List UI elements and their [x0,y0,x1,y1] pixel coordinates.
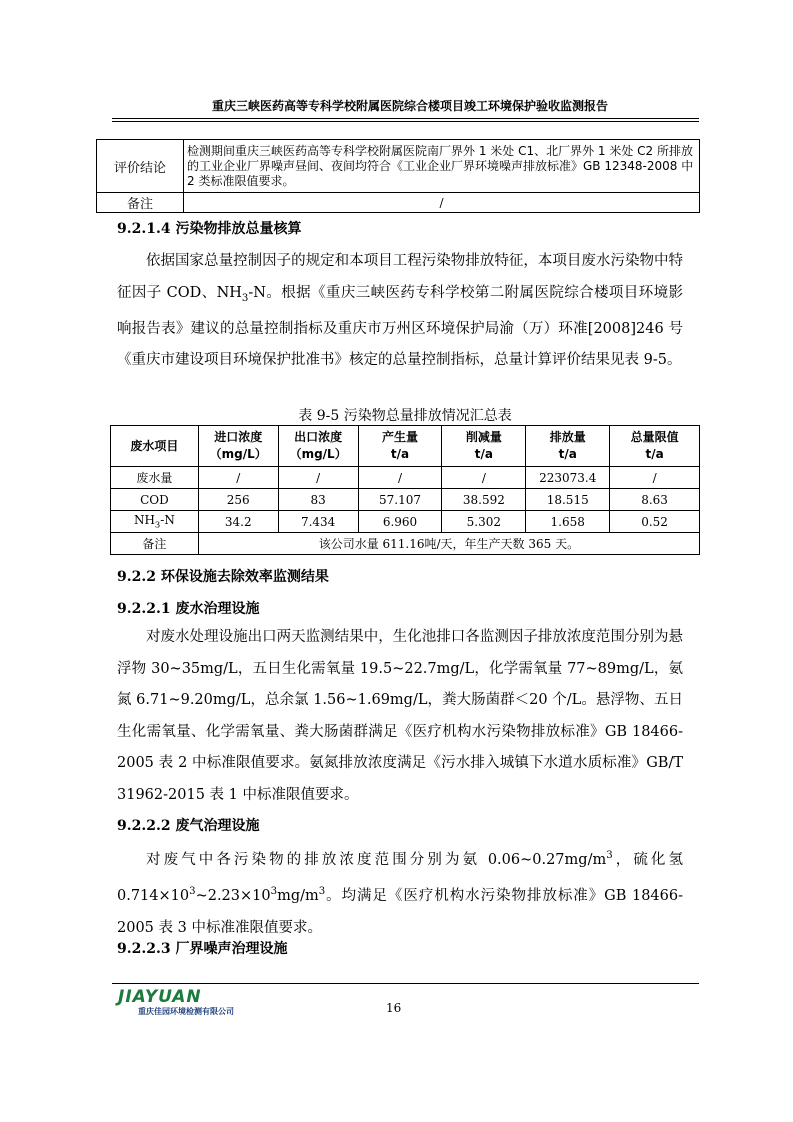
company-name: 重庆佳园环境检测有限公司 [138,1007,234,1016]
table-header-row [111,426,700,467]
header-rule [112,118,699,119]
conclusion-label: 评价结论 [97,140,184,193]
table-cell: / [442,467,526,489]
section-heading-922: 9.2.2 环保设施去除效率监测结果 [117,569,329,585]
table-cell: 废水量 [111,467,199,489]
paragraph-9221: 对废水处理设施出口两天监测结果中，生化池排口各监测因子排放浓度范围分别为悬浮物 30~35mg/L，五日生化需氧量 19.5~22.7mg/L，化学需氧量 77~89mg/L，氨氮 6.71~9.20mg/L，总余氯 1.56~1.69mg/L，粪大肠菌群＜20 个/L。悬浮物、五日生化需氧量、化学需氧量、粪大肠菌群满足《医疗机构水污染物排放标准》GB 18466-2005 表 2 中标准限值要求。氨氮排放浓度满足《污水排入城镇下水道水质标准》GB/T 31962-2015 表 1 中标准限值要求。 [117,629,683,803]
section-heading-9222: 9.2.2.2 废气治理设施 [117,818,260,834]
page-header-title: 重庆三峡医药高等专科学校附属医院综合楼项目竣工环境保护验收监测报告 [211,99,608,113]
table-row [111,533,700,555]
section-heading-9214: 9.2.1.4 污染物排放总量核算 [117,221,302,237]
company-logo: JIAYUAN [118,987,202,1007]
section-heading-9223: 9.2.2.3 厂界噪声治理设施 [117,941,288,957]
table-cell: 6.960 [358,511,442,533]
table-cell: COD [111,489,199,511]
table-cell: 0.52 [610,511,700,533]
header-cell: 产生量 t/a [358,426,442,467]
remark-label: 备注 [97,193,184,213]
note-label: 备注 [111,533,199,555]
table-cell: 1.658 [526,511,610,533]
note-value: 该公司水量 611.16吨/天，年生产天数 365 天。 [198,533,699,555]
conclusion-value: 检测期间重庆三峡医药高等专科学校附属医院南厂界外 1 米处 C1、北厂界外 1 米处 C2 所排放的工业企业厂界噪声昼间、夜间均符合《工业企业厂界环境噪声排放标准》GB 12348-2008 中 2 类标准限值要求。 [184,140,700,193]
paragraph-9214: 依据国家总量控制因子的规定和本项目工程污染物排放特征，本项目废水污染物中特征因子 COD、$NH_3-N$。根据《重庆三峡医药专科学校第二附属医院综合楼项目环境影响报告表》建议的总量控制指标及重庆市万州区环境保护局渝（万）环准[2008]246 号《重庆市建设项目环境保护批准书》核定的总量控制指标，总量计算评价结果见表 9-5。 [117,253,683,369]
header-cell: 进口浓度 （mg/L） [198,426,278,467]
table-cell: 256 [198,489,278,511]
table-cell: $NH_3-N$ [111,511,199,533]
table-row [97,193,700,213]
table-cell: 8.63 [610,489,700,511]
table-cell: 7.434 [278,511,358,533]
footer-rule [112,983,699,984]
remark-value: / [184,193,700,213]
page-number: 16 [386,1001,402,1015]
paragraph-9222: 对废气中各污染物的排放浓度范围分别为氨 $0.06\sim 0.27mg/m^3$，硫化氢 $0.714\times 10^3\sim 2.23\times 10^3mg/m^3$。均满足《医疗机构水污染物排放标准》GB 18466-2005 表 3 中标准准限值要求。 [117,850,683,936]
table-row [111,467,700,489]
header-cell: 总量限值 t/a [610,426,700,467]
table-cell: 57.107 [358,489,442,511]
table-cell: 223073.4 [526,467,610,489]
summary-table [110,425,700,555]
table-row [111,489,700,511]
header-cell: 废水项目 [111,426,199,467]
table-row [97,140,700,193]
header-rule-thin [112,121,699,122]
table-cell: 5.302 [442,511,526,533]
header-cell: 削减量 t/a [442,426,526,467]
table-row [111,511,700,533]
conclusion-table [96,139,700,213]
table-cell: 34.2 [198,511,278,533]
header-cell: 排放量 t/a [526,426,610,467]
table-cell: / [358,467,442,489]
section-heading-9221: 9.2.2.1 废水治理设施 [117,601,260,617]
table-caption: 表 9-5 污染物总量排放情况汇总表 [298,408,512,424]
table-cell: 18.515 [526,489,610,511]
table-cell: 38.592 [442,489,526,511]
table-cell: / [610,467,700,489]
header-cell: 出口浓度 （mg/L） [278,426,358,467]
table-cell: 83 [278,489,358,511]
table-cell: / [198,467,278,489]
table-cell: / [278,467,358,489]
